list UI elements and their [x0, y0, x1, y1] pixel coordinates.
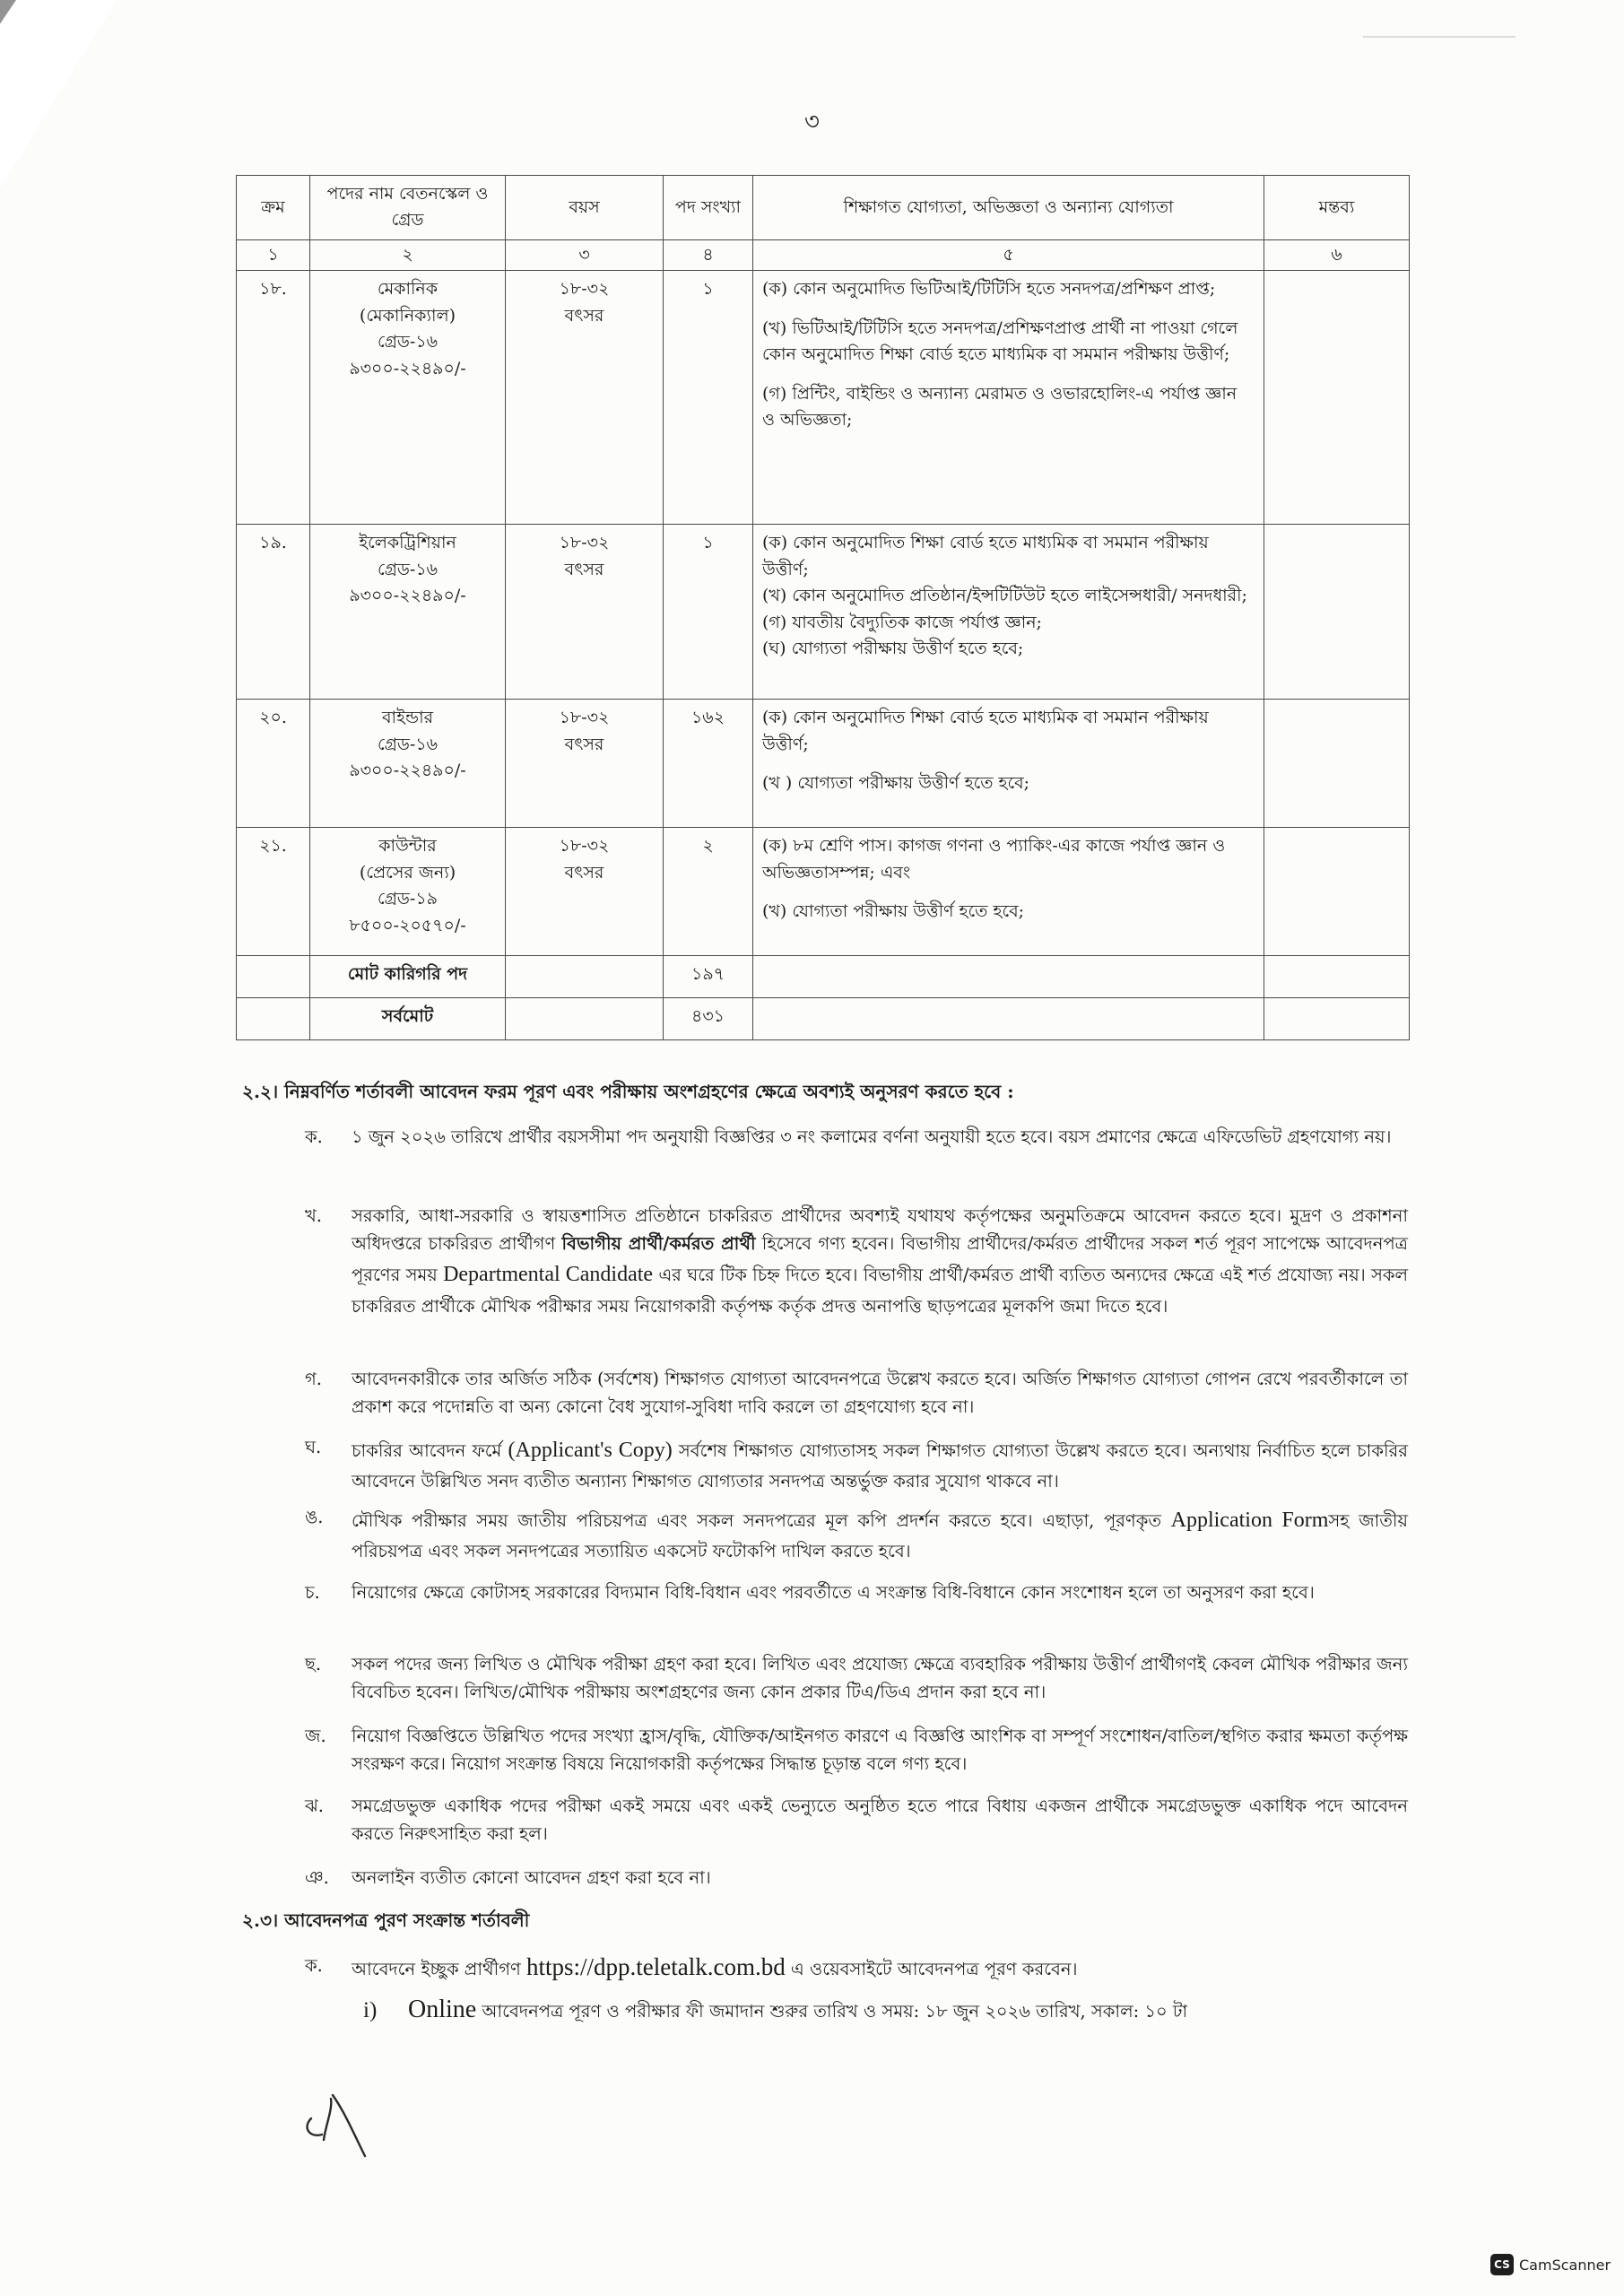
condition-item — [305, 1864, 1408, 1892]
qualification-item: (খ) কোন অনুমোদিত প্রতিষ্ঠান/ইন্সটিটিউট হতে লাইসেন্সধারী/ সনদধারী; — [762, 586, 1247, 606]
condition-mark: ক. — [305, 1126, 323, 1147]
condition-mark: চ. — [305, 1582, 320, 1603]
application-url-item — [305, 1953, 1078, 1986]
qualification-item: (খ) যোগ্যতা পরীক্ষায় উত্তীর্ণ হতে হবে; — [762, 901, 1025, 922]
row-age — [506, 525, 664, 700]
age-line: বৎসর — [564, 734, 604, 754]
row-serial: ১৮. — [237, 271, 310, 525]
post-line: গ্রেড-১৬ — [377, 332, 439, 352]
row-serial: ২১. — [237, 828, 310, 956]
post-line: ৯৩০০-২২৪৯০/- — [349, 761, 466, 781]
table-row — [237, 828, 1410, 956]
age-line: ১৮-৩২ — [559, 533, 610, 553]
condition-mark: ক. — [305, 1955, 323, 1976]
condition-text — [352, 1433, 1408, 1496]
condition-mark: জ. — [305, 1726, 326, 1746]
signature-mark — [300, 2063, 399, 2161]
table-row — [237, 271, 1410, 525]
row-age — [506, 700, 664, 828]
condition-text — [352, 1503, 1408, 1566]
departmental-candidate-emphasis: বিভাগীয় প্রার্থী/কর্মরত প্রার্থী — [561, 1233, 756, 1255]
condition-text: সমগ্রেডভুক্ত একাধিক পদের পরীক্ষা একই সময়ে এবং একই ভেন্যুতে অনুষ্ঠিত হতে পারে বিধায় একজন প্রার্থীকে সমগ্রেডভুক্ত একাধিক পদে আবেদন করতে নিরুৎসাহিত করা হল। — [352, 1796, 1408, 1845]
condition-text: নিয়োগ বিজ্ঞপ্তিতে উল্লিখিত পদের সংখ্যা হ্রাস/বৃদ্ধি, যৌক্তিক/আইনগত কারণে এ বিজ্ঞপ্তি আংশিক বা সম্পূর্ণ সংশোধন/বাতিল/স্থগিত করার ক্ষমতা কর্তৃপক্ষ সংরক্ষণ করে। নিয়োগ সংক্রান্ত বিষয়ে নিয়োগকারী কর্তৃপক্ষের সিদ্ধান্ত চূড়ান্ত বলে গণ্য হবে। — [352, 1726, 1408, 1775]
header-remark: মন্তব্য — [1264, 176, 1410, 240]
age-line: বৎসর — [564, 862, 604, 883]
column-number: ৪ — [664, 239, 753, 270]
age-line: ১৮-৩২ — [559, 836, 610, 857]
qualification-item: (ক) কোন অনুমোদিত শিক্ষা বোর্ড হতে মাধ্যমিক বা সমমান পরীক্ষায় উত্তীর্ণ; — [762, 533, 1209, 579]
page-fold-corner — [0, 0, 117, 188]
condition-item — [305, 1202, 1408, 1320]
row-remark — [1264, 828, 1410, 956]
online-term: Online — [408, 1996, 477, 2023]
row-age — [506, 828, 664, 956]
column-number: ৫ — [753, 239, 1264, 270]
technical-total-value: ১৯৭ — [664, 956, 753, 998]
condition-item — [305, 1365, 1408, 1421]
condition-text-part: সর্বশেষ শিক্ষাগত যোগ্যতাসহ সকল শিক্ষাগত যোগ্যতা উল্লেখ করতে হবে। অন্যথায় নির্বাচিত হলে চাকরির আবেদনে উল্লিখিত সনদ ব্যতীত অন্যান্য শিক্ষাগত যোগ্যতার সনদপত্র অন্তর্ভুক্ত করার সুযোগ থাকবে না। — [352, 1440, 1408, 1492]
column-number: ২ — [310, 239, 506, 270]
condition-item — [305, 1578, 1408, 1606]
condition-text — [352, 1202, 1408, 1320]
age-line: বৎসর — [564, 559, 604, 579]
qualification-item: (ক) ৮ম শ্রেণি পাস। কাগজ গণনা ও প্যাকিং-এর কাজে পর্যাপ্ত জ্ঞান ও অভিজ্ঞতাসম্পন্ন; এবং — [762, 836, 1226, 883]
camscanner-logo-icon: CS — [1490, 2254, 1514, 2275]
camscanner-watermark: CamScanner — [1519, 2257, 1611, 2274]
row-serial: ১৯. — [237, 525, 310, 700]
page-number: ৩ — [804, 109, 820, 135]
row-count: ১ — [664, 271, 753, 525]
application-website-link[interactable]: https://dpp.teletalk.com.bd — [525, 1953, 786, 1980]
row-post — [310, 828, 506, 956]
row-remark — [1264, 525, 1410, 700]
section-2-2-heading: ২.২। নিম্নবর্ণিত শর্তাবলী আবেদন ফরম পূরণ এবং পরীক্ষায় অংশগ্রহণের ক্ষেত্রে অবশ্যই অনুসরণ করতে হবে : — [242, 1081, 1014, 1102]
header-count: পদ সংখ্যা — [664, 176, 753, 240]
condition-text: সকল পদের জন্য লিখিত ও মৌখিক পরীক্ষা গ্রহণ করা হবে। লিখিত এবং প্রযোজ্য ক্ষেত্রে ব্যবহারিক পরীক্ষায় উত্তীর্ণ প্রার্থীগণই কেবল মৌখিক পরীক্ষার জন্য বিবেচিত হবেন। লিখিত/মৌখিক পরীক্ষায় অংশগ্রহণের জন্য কোন প্রকার টিএ/ডিএ প্রদান করা হবে না। — [352, 1654, 1408, 1703]
condition-item — [305, 1123, 1408, 1151]
grand-total-value: ৪৩১ — [664, 998, 753, 1040]
post-line: ৯৩০০-২২৪৯০/- — [349, 358, 466, 378]
condition-text-part: সরকারি, আধা-সরকারি ও স্বায়ত্তশাসিত প্রতিষ্ঠানে চাকরিরত প্রার্থীদের অবশ্যই যথাযথ কর্তৃপক্ষের অনুমতিক্রমে আবেদন করতে হবে। মুদ্রণ ও প্রকাশনা অধিদপ্তরে চাকরিরত প্রার্থীগণ — [352, 1205, 1408, 1255]
section-2-3-heading: ২.৩। আবেদনপত্র পুরণ সংক্রান্ত শর্তাবলী — [242, 1909, 530, 1931]
header-serial: ক্রম — [237, 176, 310, 240]
row-qualification — [753, 828, 1264, 956]
condition-item — [305, 1792, 1408, 1848]
condition-text-part: আবেদনপত্র পূরণ ও পরীক্ষার ফী জমাদান শুরুর তারিখ ও সময়: ১৮ জুন ২০২৬ তারিখ, সকাল: ১০ টা — [476, 2001, 1188, 2022]
condition-mark: ঙ. — [305, 1507, 324, 1527]
post-line: (মেকানিক্যাল) — [359, 305, 456, 326]
age-line: ১৮-৩২ — [559, 279, 610, 300]
condition-text-part: চাকরির আবেদন ফর্মে — [352, 1440, 508, 1461]
condition-mark: ঞ. — [305, 1867, 329, 1888]
sub-item-mark: i) — [363, 1998, 378, 2022]
post-line: গ্রেড-১৯ — [377, 889, 438, 909]
column-number-row — [237, 239, 1410, 270]
technical-total-row — [237, 956, 1410, 998]
row-count: ২ — [664, 828, 753, 956]
condition-text: নিয়োগের ক্ষেত্রে কোটাসহ সরকারের বিদ্যমান বিধি-বিধান এবং পরবর্তীতে এ সংক্রান্ত বিধি-বিধানে কোন সংশোধন হলে তা অনুসরণ করা হবে। — [352, 1582, 1315, 1603]
grand-total-label: সর্বমোট — [310, 998, 506, 1040]
condition-text: অনলাইন ব্যতীত কোনো আবেদন গ্রহণ করা হবে না। — [352, 1867, 711, 1888]
post-line: ইলেকট্রিশিয়ান — [359, 533, 456, 553]
post-line: গ্রেড-১৬ — [377, 559, 439, 579]
condition-text-part: এর ঘরে টিক চিহ্ন দিতে হবে। বিভাগীয় প্রার্থী/কর্মরত প্রার্থী ব্যতিত অন্যদের ক্ষেত্রে এই শর্ত প্রযোজ্য নয়। সকল চাকরিরত প্রার্থীকে মৌখিক পরীক্ষার সময় নিয়োগকারী কর্তৃপক্ষ কর্তৃক প্রদত্ত অনাপত্তি ছাড়পত্রের মূলকপি জমা দিতে হবে। — [352, 1265, 1409, 1317]
condition-mark: ঘ. — [305, 1437, 322, 1457]
row-qualification — [753, 271, 1264, 525]
row-qualification — [753, 700, 1264, 828]
post-line: বাইন্ডার — [381, 708, 434, 728]
condition-text-part: হিসেবে গণ্য হবেন। বিভাগীয় প্রার্থীদের/কর্মরত প্রার্থীদের সকল শর্ত পূরণ সাপেক্ষে আবেদনপত্র পূরণের সময় — [352, 1233, 1409, 1286]
header-qualification: শিক্ষাগত যোগ্যতা, অভিজ্ঞতা ও অন্যান্য যোগ্যতা — [753, 176, 1264, 240]
row-count: ১৬২ — [664, 700, 753, 828]
condition-text: আবেদনকারীকে তার অর্জিত সঠিক (সর্বশেষ) শিক্ষাগত যোগ্যতা আবেদনপত্রে উল্লেখ করতে হবে। অর্জিত শিক্ষাগত যোগ্যতা গোপন রেখে পরবর্তীকালে তা প্রকাশ করে পদোন্নতি বা অন্য কোনো বৈধ সুযোগ-সুবিধা দাবি করলে তা গ্রহণযোগ্য হবে না। — [352, 1369, 1408, 1418]
age-line: বৎসর — [564, 305, 604, 326]
post-line: (প্রেসের জন্য) — [359, 862, 456, 883]
posts-table — [236, 175, 1410, 1040]
row-remark — [1264, 271, 1410, 525]
column-number: ৩ — [506, 239, 664, 270]
condition-text-part: মৌখিক পরীক্ষার সময় জাতীয় পরিচয়পত্র এবং সকল সনদপত্রের মূল কপি প্রদর্শন করতে হবে। এছাড়া, পূরণকৃত — [352, 1510, 1171, 1531]
post-line: কাউন্টার — [378, 836, 437, 857]
row-post — [310, 271, 506, 525]
age-line: ১৮-৩২ — [559, 708, 610, 728]
condition-text-part: সহ জাতীয় পরিচয়পত্র এবং সকল সনদপত্রের সত্যায়িত একসেট ফটোকপি দাখিল করতে হবে। — [352, 1510, 1408, 1562]
header-post: পদের নাম বেতনস্কেল ও গ্রেড — [310, 176, 506, 240]
qualification-item: (গ) যাবতীয় বৈদ্যুতিক কাজে পর্যাপ্ত জ্ঞান; — [762, 612, 1042, 632]
condition-mark: ঝ. — [305, 1796, 324, 1816]
applicant-copy-term: (Applicant's Copy) — [508, 1439, 673, 1462]
post-line: মেকানিক — [377, 279, 439, 300]
post-line: ৯৩০০-২২৪৯০/- — [349, 586, 466, 606]
post-line: ৮৫০০-২০৫৭০/- — [349, 915, 466, 935]
sub-item-text — [408, 1996, 1187, 2028]
condition-text-part: আবেদনে ইচ্ছুক প্রার্থীগণ — [352, 1959, 526, 1979]
departmental-candidate-term: Departmental Candidate — [443, 1263, 654, 1287]
qualification-item: (ক) কোন অনুমোদিত শিক্ষা বোর্ড হতে মাধ্যমিক বা সমমান পরীক্ষায় উত্তীর্ণ; — [762, 708, 1209, 754]
row-post — [310, 700, 506, 828]
post-line: গ্রেড-১৬ — [377, 734, 439, 754]
condition-text — [352, 1953, 1078, 1986]
qualification-item: (ক) কোন অনুমোদিত ভিটিআই/টিটিসি হতে সনদপত্র/প্রশিক্ষণ প্রাপ্ত; — [762, 279, 1216, 300]
table-header-row — [237, 176, 1410, 240]
scan-mark — [1363, 36, 1515, 38]
qualification-item: (ঘ) যোগ্যতা পরীক্ষায় উত্তীর্ণ হতে হবে; — [762, 639, 1024, 659]
row-remark — [1264, 700, 1410, 828]
row-age — [506, 271, 664, 525]
condition-item — [305, 1722, 1408, 1778]
grand-total-row — [237, 998, 1410, 1040]
qualification-item: (গ) প্রিন্টিং, বাইন্ডিং ও অন্যান্য মেরামত ও ওভারহোলিং-এ পর্যাপ্ত জ্ঞান ও অভিজ্ঞতা; — [762, 383, 1238, 430]
application-form-term: Application Form — [1170, 1509, 1329, 1532]
row-qualification — [753, 525, 1264, 700]
column-number: ৬ — [1264, 239, 1410, 270]
condition-item — [305, 1433, 1408, 1496]
condition-mark: ছ. — [305, 1654, 322, 1674]
row-post — [310, 525, 506, 700]
condition-mark: গ. — [305, 1369, 322, 1389]
row-count: ১ — [664, 525, 753, 700]
technical-total-label: মোট কারিগরি পদ — [310, 956, 506, 998]
condition-item — [305, 1503, 1408, 1566]
header-age: বয়স — [506, 176, 664, 240]
condition-text-part: এ ওয়েবসাইটে আবেদনপত্র পূরণ করবেন। — [785, 1959, 1078, 1979]
condition-item — [305, 1650, 1408, 1706]
table-row — [237, 700, 1410, 828]
row-serial: ২০. — [237, 700, 310, 828]
qualification-item: (খ) ভিটিআই/টিটিসি হতে সনদপত্র/প্রশিক্ষণপ্রাপ্ত প্রার্থী না পাওয়া গেলে কোন অনুমোদিত শিক্ষা বোর্ড হতে মাধ্যমিক বা সমমান পরীক্ষায় উত্তীর্ণ; — [762, 317, 1238, 365]
condition-mark: খ. — [305, 1205, 323, 1226]
online-start-item — [363, 1996, 1187, 2028]
column-number: ১ — [237, 239, 310, 270]
qualification-item: (খ ) যোগ্যতা পরীক্ষায় উত্তীর্ণ হতে হবে; — [762, 773, 1030, 794]
condition-text: ১ জুন ২০২৬ তারিখে প্রার্থীর বয়সসীমা পদ অনুযায়ী বিজ্ঞপ্তির ৩ নং কলামের বর্ণনা অনুযায়ী হতে হবে। বয়স প্রমাণের ক্ষেত্রে এফিডেভিট গ্রহণযোগ্য নয়। — [352, 1126, 1392, 1147]
table-row — [237, 525, 1410, 700]
